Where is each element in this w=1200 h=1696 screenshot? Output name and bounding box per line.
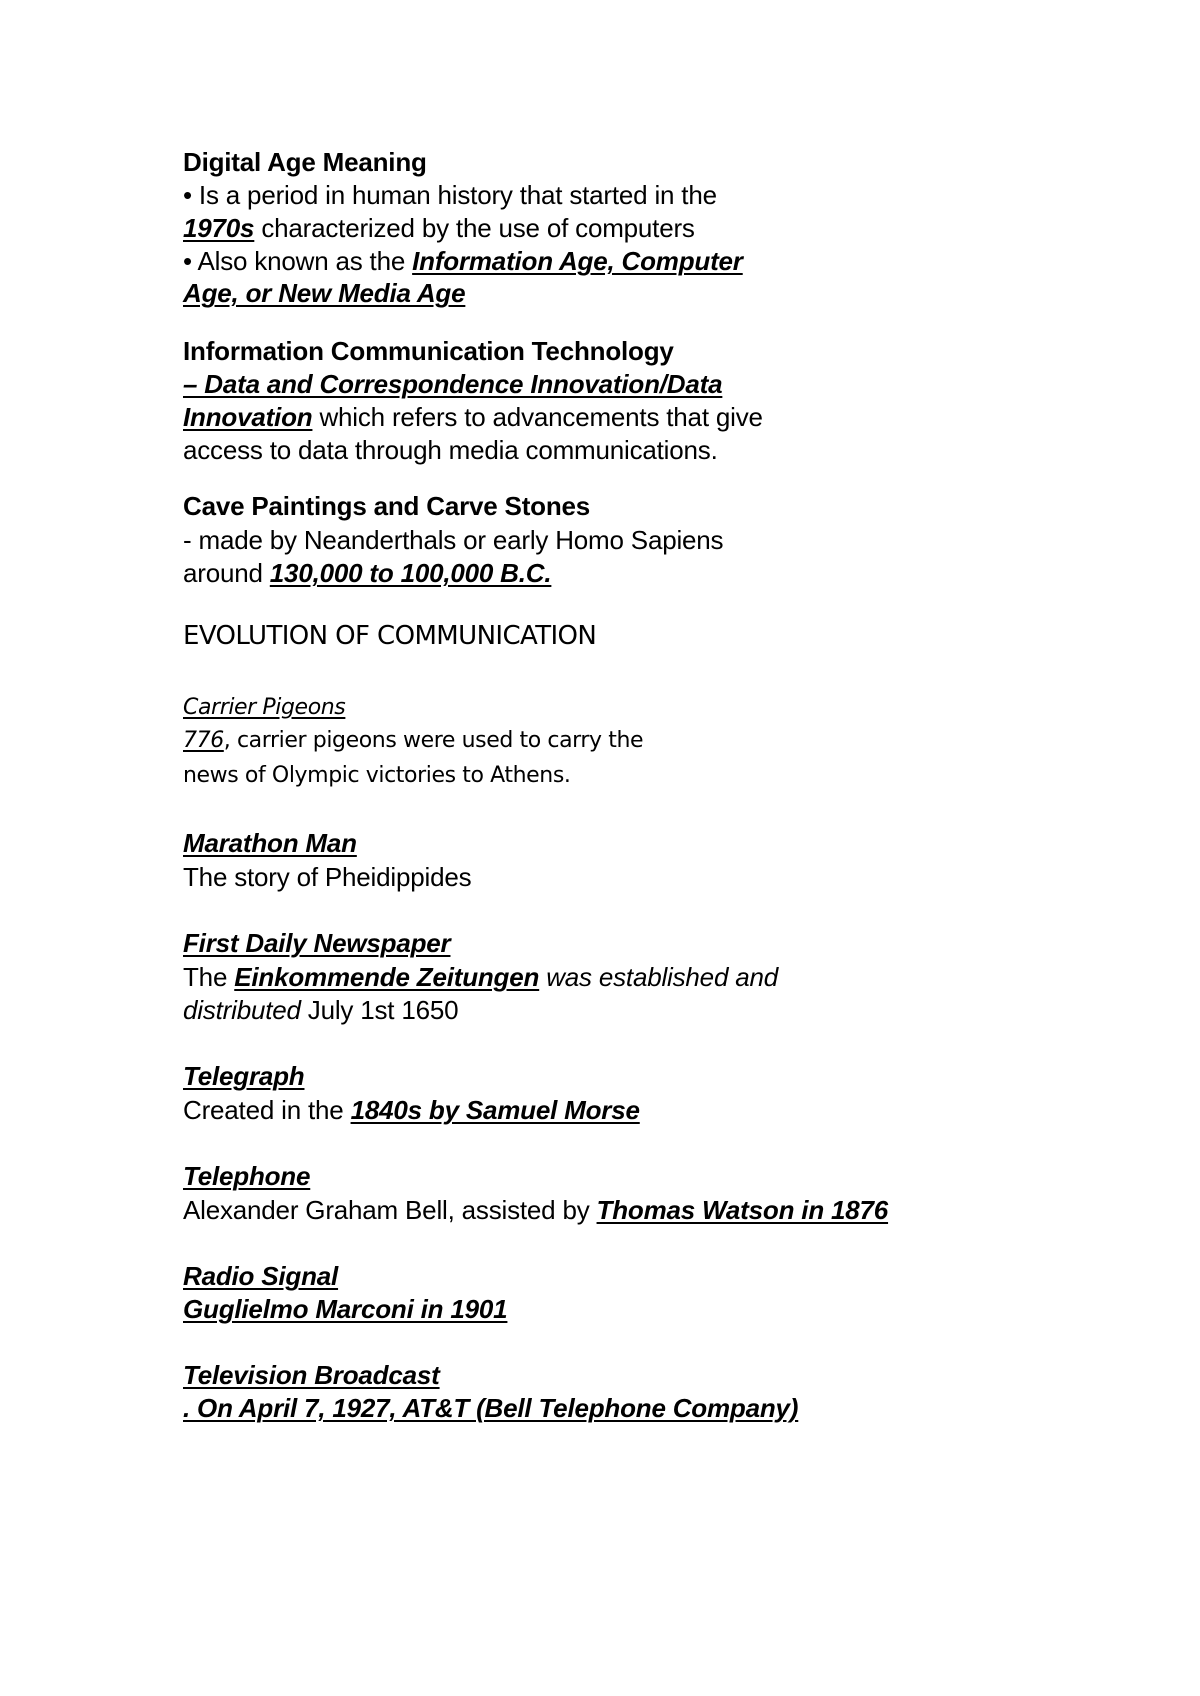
section-heading-cave: Cave Paintings and Carve Stones xyxy=(183,491,591,521)
emphasis-term: Innovation xyxy=(183,402,313,432)
text-span: July 1st 1650 xyxy=(300,995,459,1025)
emphasis-term: 130,000 to 100,000 B.C. xyxy=(269,558,552,588)
text-line: news of Olympic victories to Athens. xyxy=(183,763,571,788)
emphasis-term: Einkommende Zeitungen xyxy=(234,962,540,992)
entry-title-telephone: Telephone xyxy=(183,1161,311,1191)
section-heading-evolution: EVOLUTION OF COMMUNICATION xyxy=(183,621,597,651)
text-span: distributed xyxy=(183,995,301,1025)
text-span: characterized by the use of computers xyxy=(254,213,695,243)
section-heading-ict: Information Communication Technology xyxy=(183,336,674,366)
text-span: Created in the xyxy=(183,1095,351,1125)
text-line: - made by Neanderthals or early Homo Sapiens xyxy=(183,525,724,555)
emphasis-term: Age, or New Media Age xyxy=(183,278,466,308)
text-line: . On April 7, 1927, AT&T (Bell Telephone Company) xyxy=(183,1393,799,1423)
text-line xyxy=(183,368,722,400)
entry-title-first-daily-newspaper: First Daily Newspaper xyxy=(183,928,451,958)
entry-title-radio-signal: Radio Signal xyxy=(183,1261,339,1291)
emphasis-term: 776 xyxy=(183,728,224,753)
text-span: , carrier pigeons were used to carry the xyxy=(223,728,644,753)
text-span: Alexander Graham Bell, assisted by xyxy=(183,1195,597,1225)
entry-title-telegraph: Telegraph xyxy=(183,1061,305,1091)
text-line: The story of Pheidippides xyxy=(183,862,472,892)
entry-title-television-broadcast: Television Broadcast xyxy=(183,1360,440,1390)
text-span: which refers to advancements that give xyxy=(312,402,763,432)
text-span: was established and xyxy=(539,962,779,992)
text-line: • Is a period in human history that started in the xyxy=(183,180,717,210)
text-span: • Also known as the xyxy=(183,246,413,276)
text-line xyxy=(183,994,458,1026)
text-line xyxy=(183,961,778,993)
emphasis-term: – Data and Correspondence Innovation/Data xyxy=(183,369,723,399)
text-span: around xyxy=(183,558,270,588)
text-line xyxy=(183,212,695,244)
text-line xyxy=(183,725,643,757)
text-line xyxy=(183,1094,640,1126)
emphasis-term: 1970s xyxy=(183,213,255,243)
text-line: Guglielmo Marconi in 1901 xyxy=(183,1294,508,1324)
emphasis-term: Thomas Watson in 1876 xyxy=(596,1195,889,1225)
entry-title-marathon-man: Marathon Man xyxy=(183,828,357,858)
text-span: The xyxy=(183,962,235,992)
emphasis-term: Information Age, Computer xyxy=(412,246,743,276)
emphasis-term: 1840s by Samuel Morse xyxy=(350,1095,640,1125)
text-line: access to data through media communications. xyxy=(183,435,718,465)
text-line xyxy=(183,401,763,433)
text-line xyxy=(183,277,465,309)
text-line xyxy=(183,245,743,277)
text-line xyxy=(183,1194,888,1226)
section-heading-digital-age: Digital Age Meaning xyxy=(183,147,427,177)
entry-title-carrier-pigeons: Carrier Pigeons xyxy=(183,695,346,720)
text-line xyxy=(183,557,551,589)
